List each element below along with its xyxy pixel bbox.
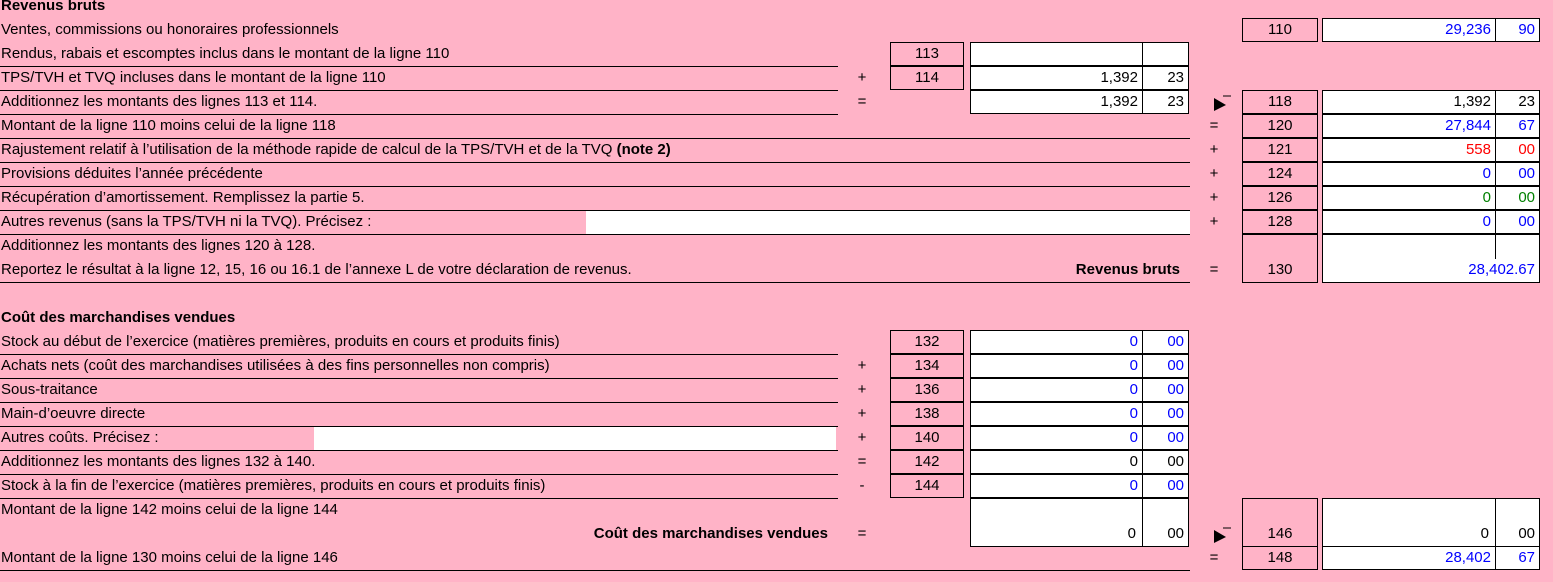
line-128-cents-field[interactable]: 00 bbox=[1495, 210, 1540, 234]
line-130-operator: = bbox=[1209, 261, 1219, 278]
line-146-subtotal-box bbox=[970, 498, 1189, 547]
line-124-label: Provisions déduites l’année précédente bbox=[0, 163, 1190, 187]
line-132-cents-field[interactable]: 00 bbox=[1142, 330, 1189, 354]
line-121-operator: + bbox=[1209, 141, 1219, 158]
line-142-cents-field: 00 bbox=[1142, 450, 1189, 474]
section-header-gross-income: Revenus bruts bbox=[1, 0, 106, 14]
line-128-label: Autres revenus (sans la TPS/TVH ni la TVQ). Précisez : bbox=[0, 211, 1190, 235]
line-148-operator: = bbox=[1209, 549, 1219, 566]
line-138-label: Main-d’oeuvre directe bbox=[0, 403, 838, 427]
line-140-label: Autres coûts. Précisez : bbox=[0, 427, 838, 451]
line-120-operator: = bbox=[1209, 117, 1219, 134]
line-124-code: 124 bbox=[1242, 162, 1318, 186]
line-124-cents-field[interactable]: 00 bbox=[1495, 162, 1540, 186]
line-140-operator: + bbox=[857, 429, 867, 446]
line-138-operator: + bbox=[857, 405, 867, 422]
line-146-code: 146 bbox=[1242, 498, 1318, 547]
line-134-amount-field[interactable]: 0 bbox=[970, 354, 1142, 378]
line-132-label: Stock au début de l’exercice (matières premières, produits en cours et produits finis) bbox=[0, 331, 838, 355]
line-113-label: Rendus, rabais et escomptes inclus dans le montant de la ligne 110 bbox=[0, 43, 838, 67]
line-132-code: 132 bbox=[890, 330, 964, 354]
line-130-box bbox=[1322, 234, 1540, 283]
line-114-cents-field[interactable]: 23 bbox=[1142, 66, 1189, 90]
line-130-amount-field: 28,402.67 bbox=[1468, 261, 1535, 278]
line-146-operator: = bbox=[857, 525, 867, 542]
line-142-amount-field: 0 bbox=[970, 450, 1142, 474]
line-110-cents-field[interactable]: 90 bbox=[1495, 18, 1540, 42]
line-124-amount-field[interactable]: 0 bbox=[1322, 162, 1495, 186]
line-142-label: Additionnez les montants des lignes 132 à 140. bbox=[0, 451, 838, 475]
line-113-cents-field[interactable] bbox=[1142, 42, 1189, 66]
line-110-amount-field[interactable]: 29,236 bbox=[1322, 18, 1495, 42]
line-128-description-field[interactable] bbox=[586, 211, 1190, 234]
line-124-operator: + bbox=[1209, 165, 1219, 182]
line-121-label-text: Rajustement relatif à l’utilisation de la méthode rapide de calcul de la TPS/TVH et de la TVQ bbox=[1, 141, 617, 158]
line-140-cents-field[interactable]: 00 bbox=[1142, 426, 1189, 450]
line-126-amount-field[interactable]: 0 bbox=[1322, 186, 1495, 210]
section-header-cogs: Coût des marchandises vendues bbox=[1, 309, 236, 326]
cogs-total-label: Coût des marchandises vendues bbox=[593, 525, 828, 542]
line-126-code: 126 bbox=[1242, 186, 1318, 210]
line-118-subtotal-amount: 1,392 bbox=[970, 90, 1142, 114]
line-121-label bbox=[0, 139, 1190, 163]
line-126-operator: + bbox=[1209, 189, 1219, 206]
line-121-amount-field[interactable]: 558 bbox=[1322, 138, 1495, 162]
line-142-code: 142 bbox=[890, 450, 964, 474]
line-130-underline bbox=[1050, 259, 1190, 283]
arrow-right-icon bbox=[1213, 94, 1229, 112]
line-144-amount-field[interactable]: 0 bbox=[970, 474, 1142, 498]
line-144-code: 144 bbox=[890, 474, 964, 498]
line-121-note-ref: (note 2) bbox=[616, 141, 671, 158]
line-118-label: Additionnez les montants des lignes 113 et 114. bbox=[0, 91, 838, 115]
line-144-label: Stock à la fin de l’exercice (matières premières, produits en cours et produits finis) bbox=[0, 475, 838, 499]
line-146-box bbox=[1322, 498, 1540, 547]
line-128-amount-field[interactable]: 0 bbox=[1322, 210, 1495, 234]
line-120-code: 120 bbox=[1242, 114, 1318, 138]
gross-income-total-label: Revenus bruts bbox=[1075, 261, 1180, 278]
line-118-subtotal-cents: 23 bbox=[1142, 90, 1189, 114]
arrow-right-icon bbox=[1213, 526, 1229, 544]
line-144-operator: - bbox=[859, 477, 865, 494]
line-134-cents-field[interactable]: 00 bbox=[1142, 354, 1189, 378]
line-140-code: 140 bbox=[890, 426, 964, 450]
line-146-amount-field: 0 bbox=[1480, 525, 1489, 542]
line-134-label: Achats nets (coût des marchandises utilisées à des fins personnelles non compris) bbox=[0, 355, 838, 379]
line-113-code: 113 bbox=[890, 42, 964, 66]
line-110-label: Ventes, commissions ou honoraires professionnels bbox=[1, 21, 339, 38]
line-146-cents-field: 00 bbox=[1518, 525, 1535, 542]
line-130-code: 130 bbox=[1242, 234, 1318, 283]
line-113-amount-field[interactable] bbox=[970, 42, 1142, 66]
line-136-operator: + bbox=[857, 381, 867, 398]
line-146-subtotal-amount: 0 bbox=[1127, 525, 1136, 542]
line-148-code: 148 bbox=[1242, 546, 1318, 570]
line-142-operator: = bbox=[857, 453, 867, 470]
line-126-label: Récupération d’amortissement. Remplissez la partie 5. bbox=[0, 187, 1190, 211]
line-120-label: Montant de la ligne 110 moins celui de la ligne 118 bbox=[0, 115, 1190, 139]
line-128-operator: + bbox=[1209, 213, 1219, 230]
line-136-label: Sous-traitance bbox=[0, 379, 838, 403]
line-134-code: 134 bbox=[890, 354, 964, 378]
line-148-amount-field: 28,402 bbox=[1322, 546, 1495, 570]
line-146-instruction: Montant de la ligne 142 moins celui de la ligne 144 bbox=[1, 501, 338, 518]
line-130-instruction: Additionnez les montants des lignes 120 à 128. bbox=[1, 237, 316, 254]
line-128-code: 128 bbox=[1242, 210, 1318, 234]
line-136-cents-field[interactable]: 00 bbox=[1142, 378, 1189, 402]
line-121-code: 121 bbox=[1242, 138, 1318, 162]
line-126-cents-field[interactable]: 00 bbox=[1495, 186, 1540, 210]
line-114-code: 114 bbox=[890, 66, 964, 90]
line-120-amount-field: 27,844 bbox=[1322, 114, 1495, 138]
line-136-amount-field[interactable]: 0 bbox=[970, 378, 1142, 402]
line-118-operator: = bbox=[857, 93, 867, 110]
line-132-amount-field[interactable]: 0 bbox=[970, 330, 1142, 354]
line-121-cents-field[interactable]: 00 bbox=[1495, 138, 1540, 162]
line-138-cents-field[interactable]: 00 bbox=[1142, 402, 1189, 426]
line-138-amount-field[interactable]: 0 bbox=[970, 402, 1142, 426]
line-140-description-field[interactable] bbox=[314, 427, 836, 450]
line-144-cents-field[interactable]: 00 bbox=[1142, 474, 1189, 498]
line-146-subtotal-cents: 00 bbox=[1167, 525, 1184, 542]
line-114-amount-field[interactable]: 1,392 bbox=[970, 66, 1142, 90]
line-136-code: 136 bbox=[890, 378, 964, 402]
line-138-code: 138 bbox=[890, 402, 964, 426]
line-118-code: 118 bbox=[1242, 90, 1318, 114]
line-140-amount-field[interactable]: 0 bbox=[970, 426, 1142, 450]
line-120-cents-field: 67 bbox=[1495, 114, 1540, 138]
line-110-code: 110 bbox=[1242, 18, 1318, 42]
line-148-cents-field: 67 bbox=[1495, 546, 1540, 570]
line-148-label: Montant de la ligne 130 moins celui de la ligne 146 bbox=[0, 547, 1190, 571]
line-114-label: TPS/TVH et TVQ incluses dans le montant de la ligne 110 bbox=[0, 67, 838, 91]
line-114-operator: + bbox=[857, 69, 867, 86]
line-118-amount-field: 1,392 bbox=[1322, 90, 1495, 114]
line-130-label: Reportez le résultat à la ligne 12, 15, 16 ou 16.1 de l’annexe L de votre déclaration de revenus. bbox=[0, 259, 1050, 283]
line-134-operator: + bbox=[857, 357, 867, 374]
line-118-cents-field: 23 bbox=[1495, 90, 1540, 114]
